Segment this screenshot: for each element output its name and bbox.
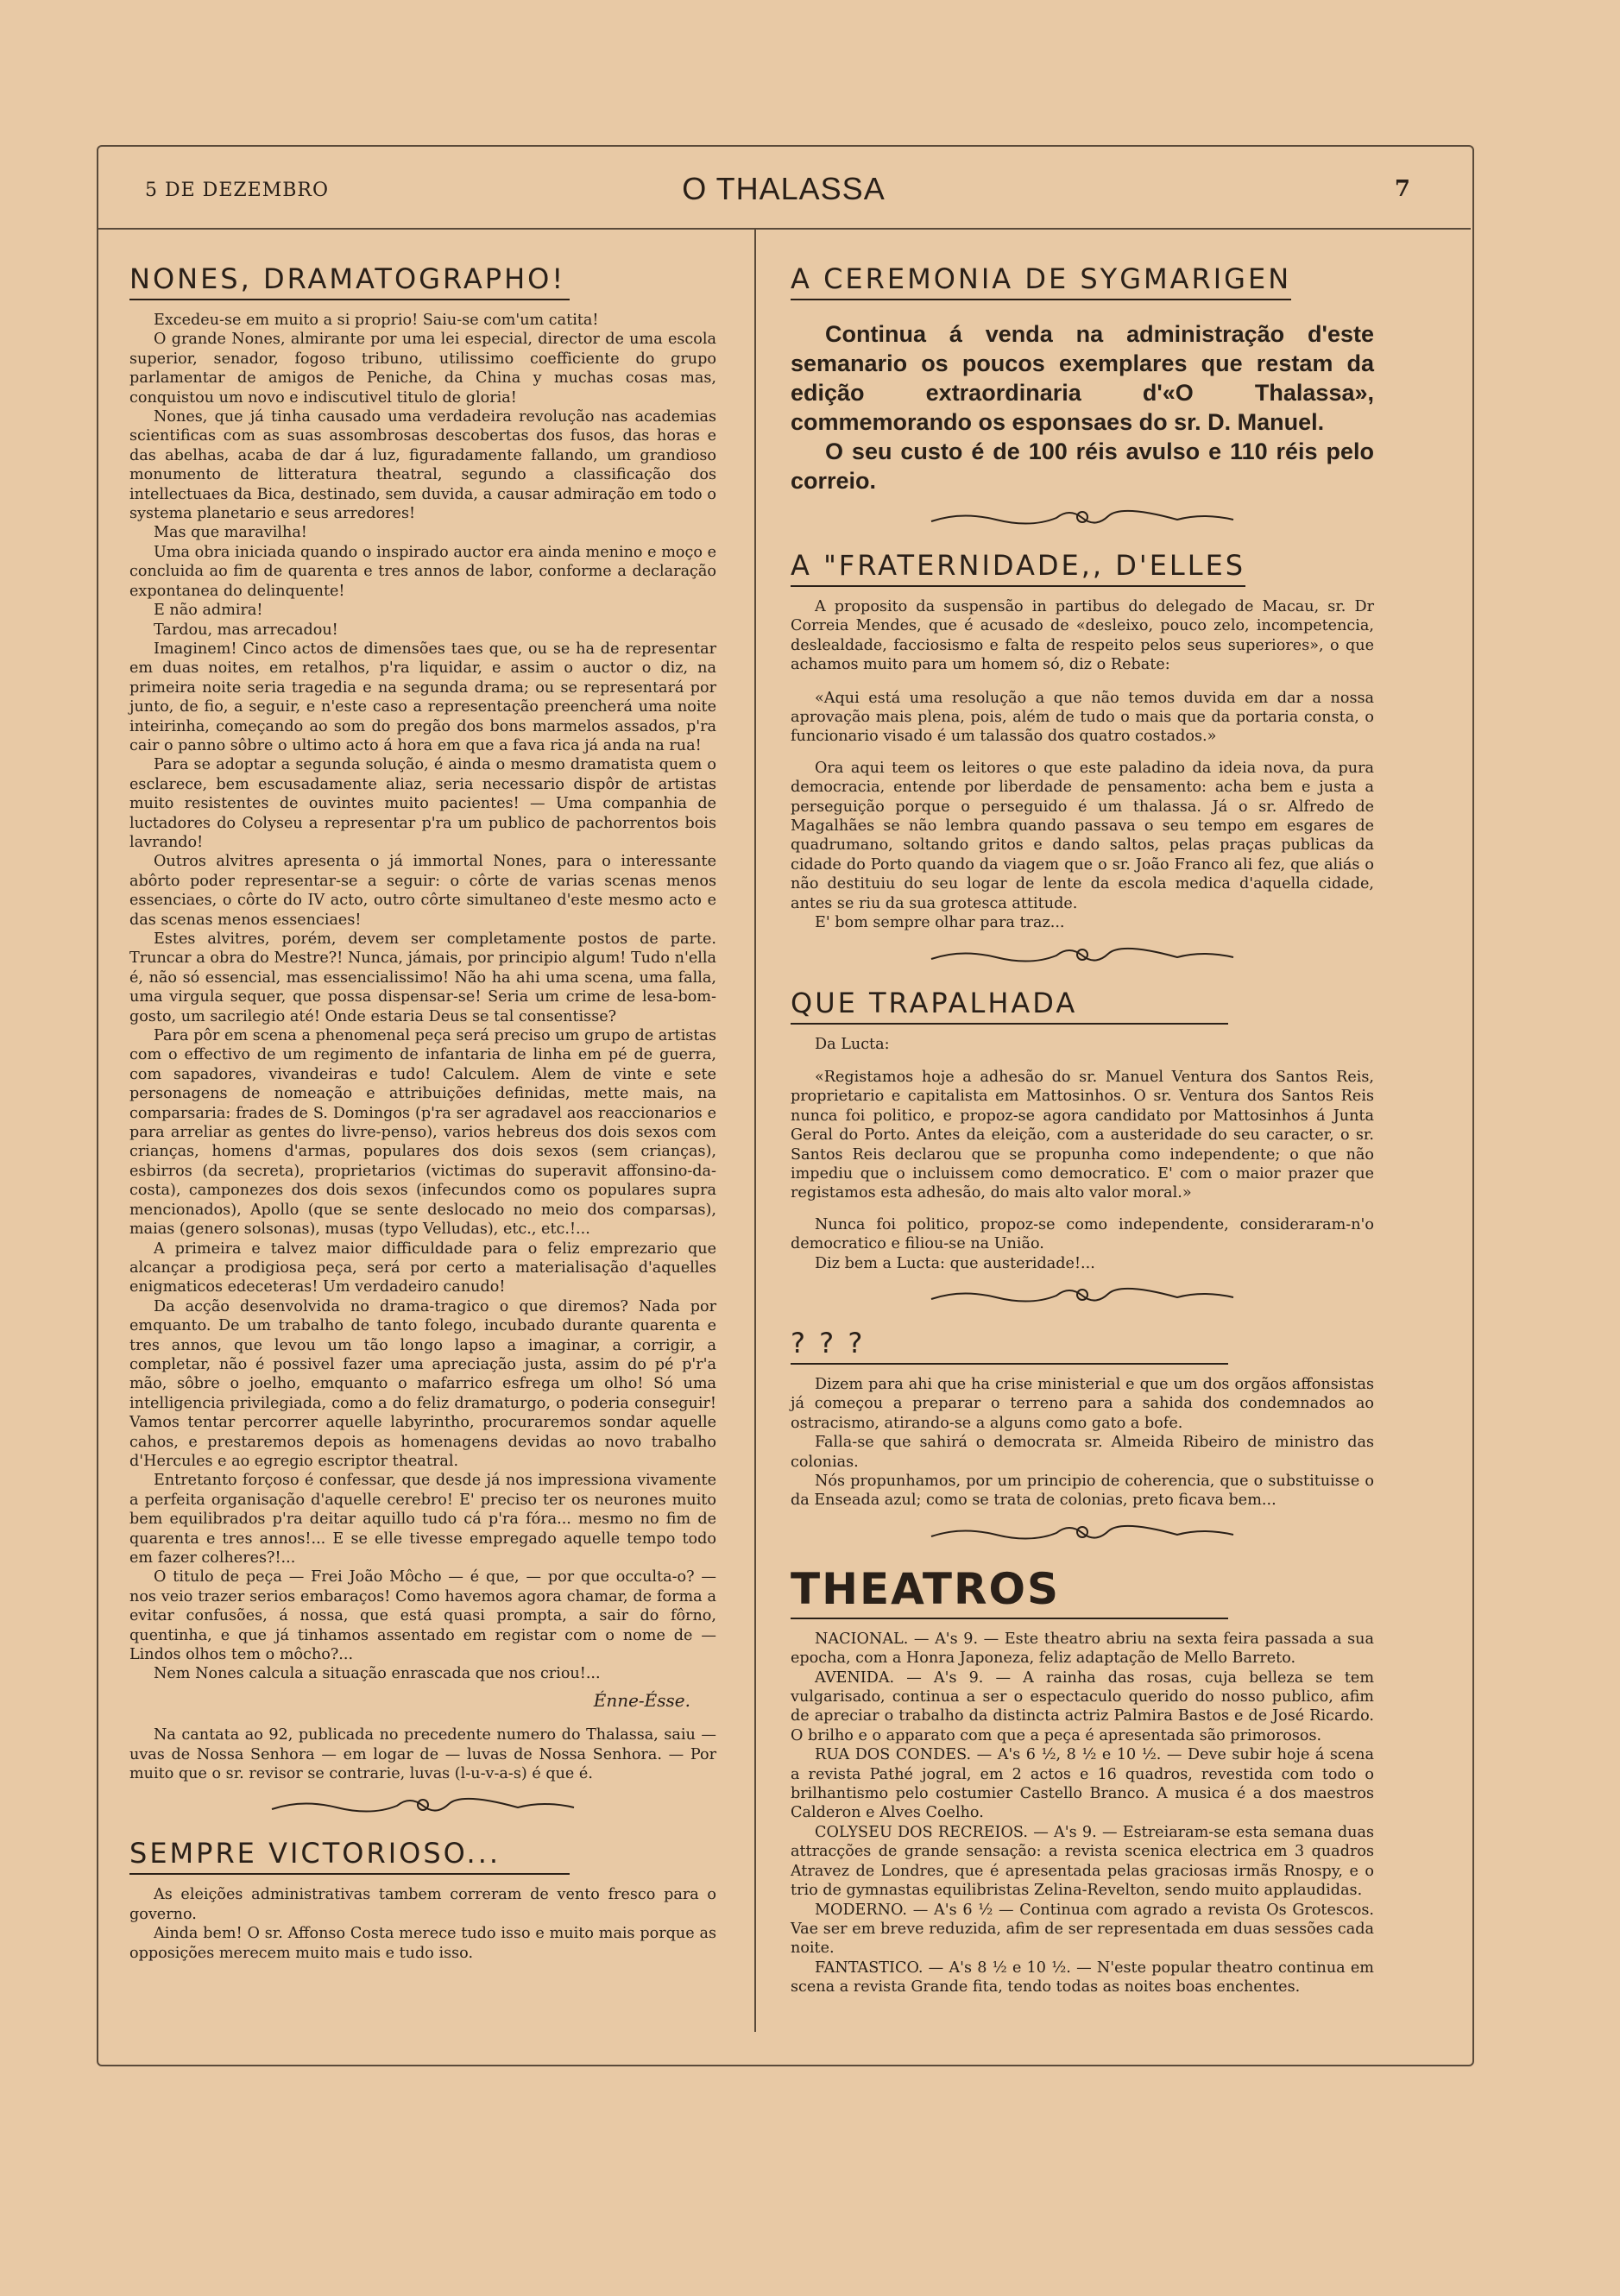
page-number: 7 [1394,176,1410,202]
fraternidade-quote: «Aqui está uma resolução a que não temos duvida em dar a nossa aprovação mais plena, pois, além de tudo o mais que da portaria consta, o funcionario visado é um talassão dos quatro costados.» [791,689,1374,746]
nones-paragraph: Nones, que já tinha causado uma verdadeira revolução nas academias scientificas com as suas assombrosas descobertas dos fusos, das horas e das abelhas, acaba de dar á luz, figuradamente fallando, um grandioso monumento de litteratura theatral, segundo a classificação dos intellectuaes da Bica, destinado, sem duvida, a causar admiração em todo o systema planetario e seus arredores! [129,408,716,523]
nones-paragraph: Entretanto forçoso é confessar, que desde já nos impressiona vivamente a perfeita organisação d'aquelle cerebro! E' preciso ter os neurones muito bem equilibrados p'ra deitar aquillo tudo cá p'ra fóra... mesmo no fim de quarenta e tres annos!... E se elle tivesse empregado aquelle tempo todo em fazer colheres?!... [129,1472,716,1567]
nones-title: NONES, DRAMATOGRAPHO! [129,262,570,300]
fraternidade-intro: A proposito da suspensão in partibus do delegado de Macau, sr. Dr Correia Mendes, que é acusado de «desleixo, pouco zelo, incompetencia, deslealdade, facciosismo e falta de respeito pelos seus superiores», o que achamos muito para um homem só, diz o Rebate: [791,598,1374,674]
victorioso-paragraph: Ainda bem! O sr. Affonso Costa merece tudo isso e muito mais porque as opposições merecem muito mais e tudo isso. [129,1925,716,1962]
left-column [129,250,716,1963]
trapalhada-title: QUE TRAPALHADA [791,987,1228,1025]
right-column [791,250,1374,1997]
nones-paragraph: A primeira e talvez maior difficuldade para o feliz emprezario que alcançar a prodigiosa peça, será por certo a materialisação d'aquelles enigmaticos edeceteras! Um verdadeiro canudo! [129,1239,716,1296]
flourish-ornament [791,506,1374,532]
nones-paragraph: Excedeu-se em muito a si proprio! Saiu-se com'um catita! [154,312,599,329]
questions-article [791,1375,1374,1511]
theatre-listing: COLYSEU DOS RECREIOS. — A's 9. — Estreiaram-se esta semana duas attracções de grande sensação: a revista scenica electrica em 3 quadros Atravez de Londres, que é apresentada pelas graciosas irmãs Rnospy, e o trio de gymnastas equilibristas Zelina-Revelton, sendo muito applaudidas. [791,1823,1374,1900]
trapalhada-quote: «Registamos hoje a adhesão do sr. Manuel Ventura dos Santos Reis, proprietario e capitalista em Mattosinhos. O sr. Ventura dos Santos Reis nunca foi politico, e propoz-se agora candidato por Mattosinhos á Junta Geral do Porto. Antes da eleição, com a austeridade do seu caracter, o sr. Santos Reis declarou que se propunha como independente; o que não impediu que o incluissem como democratico. E' com o maior prazer que registamos esta adhesão, do mais alto valor moral.» [791,1068,1374,1202]
nones-article [129,311,716,1684]
page-header [97,145,1471,230]
flourish-ornament [129,1794,716,1820]
flourish-ornament [791,1284,1374,1309]
theatre-listing: FANTASTICO. — A's 8 ½ e 10 ½. — N'este popular theatro continua em scena a revista Grande fita, tendo todas as noites boas enchentes. [791,1959,1374,1996]
nones-paragraph: O titulo de peça — Frei João Môcho — é que, — por que occulta-o? — nos veio trazer serios embaraços! Como havemos agora chamar, de forma a evitar confusões, á nossa, que está quasi prompta, a sair do fôrno, quentinha, e que já tinhamos assentado em registar com o nome de — Lindos olhos tem o môcho?... [129,1568,716,1664]
column-divider [754,228,756,2032]
victorioso-article [129,1885,716,1963]
nones-paragraph: Outros alvitres apresenta o já immortal Nones, para o interessante abôrto poder representar-se a seguir: o côrte de varias scenas menos essenciaes, o côrte do IV acto, outro côrte simultaneo d'este mesmo acto e das scenas menos essenciaes! [129,853,716,929]
fraternidade-title: A "FRATERNIDADE,, D'ELLES [791,549,1245,587]
victorioso-paragraph: As eleições administrativas tambem correram de vento fresco para o governo. [129,1886,716,1923]
fraternidade-article [791,759,1374,933]
nones-paragraph: Mas que maravilha! [154,524,307,542]
fraternidade-paragraph: E' bom sempre olhar para traz... [815,914,1065,932]
notice-price: O seu custo é de 100 réis avulso e 110 réis pelo correio. [791,438,1374,494]
notice-availability: Continua á venda na administração d'este semanario os poucos exemplares que restam da edição extraordinaria d'«O Thalassa», commemorando os esponsaes do sr. D. Manuel. [791,321,1374,435]
nones-paragraph: Para pôr em scena a phenomenal peça será preciso um grupo de artistas com o effectivo de um regimento de infantaria de linha em pé de guerra, com sapadores, vivandeiras e tudo! Calculem. Alem de vinte e sete personagens de nomeação e attribuições definidas, mette mais, na comparsaria: frades de S. Domingos (p'ra ser agradavel aos reaccionarios e para arreliar as gentes do livre-penso), varios hebreus dos dois sexos com crianças, homens d'armas, populares dos dois sexos (sem crianças), esbirros (da secreta), proprietarios (victimas do superavit affonsino-da-costa), camponezes dos dois sexos (infecundos como os populares supra mencionados), Apollo (que se sente deslocado no meio dos comparsas), maias (genero solsonas), musas (typo Velludas), etc., etc.!... [129,1027,716,1239]
theatre-listing: NACIONAL. — A's 9. — Este theatro abriu na sexta feira passada a sua epocha, com a Honra Japoneza, feliz adaptação de Mello Barreto. [791,1630,1374,1668]
trapalhada-source: Da Lucta: [815,1035,890,1053]
nones-paragraph: Nem Nones calcula a situação enrascada que nos criou!... [154,1665,601,1683]
questions-paragraph: Falla-se que sahirá o democrata sr. Almeida Ribeiro de ministro das colonias. [791,1434,1374,1471]
victorioso-title: SEMPRE VICTORIOSO... [129,1837,570,1875]
nones-paragraph: Para se adoptar a segunda solução, é ainda o mesmo dramatista quem o esclarece, bem escusadamente aliaz, seria necessario dispôr de artistas muito resistentes de ouvintes muito pacientes! — Uma companhia de luctadores do Colyseu a representar p'ra um publico de pachorrentos bois lavrando! [129,756,716,851]
theatros-title: THEATROS [791,1564,1228,1619]
ceremonia-notice [791,319,1374,495]
questions-paragraph: Nós propunhamos, por um principio de coherencia, que o substituisse o da Enseada azul; como se trata de colonias, preto ficava bem... [791,1473,1374,1510]
theatre-listing: MODERNO. — A's 6 ½ — Continua com agrado a revista Os Grotescos. Vae ser em breve reduzida, afim de ser representada em duas sessões cada noite. [791,1901,1374,1958]
nones-paragraph: O grande Nones, almirante por uma lei especial, director de uma escola superior, senador, fogoso tribuno, utilissimo coefficiente do grupo parlamentar de amigos de Peniche, da China y muchas cosas mas, conquistou um novo e indiscutivel titulo de gloria! [129,331,716,407]
nones-paragraph: Tardou, mas arrecadou! [154,621,338,639]
nones-paragraph: E não admira! [154,602,263,620]
theatre-listing: RUA DOS CONDES. — A's 6 ½, 8 ½ e 10 ½. — Deve subir hoje á scena a revista Pathé jogral, em 2 actos e 16 quadros, revestida com todo o brilhantismo pelo costumier Castello Branco. A musica é a dos maestros Calderon e Alves Coelho. [791,1746,1374,1822]
theatros-listings [791,1630,1374,1997]
theatre-listing: AVENIDA. — A's 9. — A rainha das rosas, cuja belleza se tem vulgarisado, continua a ser o espectaculo querido do nosso publico, afim de apreciar o trabalho da distincta actriz Palmira Bastos e de José Ricardo. O brilho e o apparato com que a peça é apresentada são primorosos. [791,1668,1374,1744]
flourish-ornament [791,943,1374,969]
header-date: 5 DE DEZEMBRO [145,180,330,201]
nones-paragraph: Uma obra iniciada quando o inspirado auctor era ainda menino e moço e concluida ao fim de quarenta e tres annos de labor, conforme a declaração expontanea do delinquente! [129,543,716,600]
trapalhada-paragraph: Nunca foi politico, propoz-se como independente, consideraram-n'o democratico e filiou-se na União. [791,1215,1374,1253]
questions-paragraph: Dizem para ahi que ha crise ministerial e que um dos orgãos affonsistas já começou a preparar o terreno para a sahida dos condemnados ao ostracismo, atirando-se a alguns como gato a bofe. [791,1375,1374,1432]
trapalhada-article [791,1215,1374,1273]
nones-paragraph: Da acção desenvolvida no drama-tragico o que diremos? Nada por emquanto. De um trabalho de tanto folego, incubado durante quarenta e tres annos, que levou um tão longo lapso a imaginar, a corrigir, a completar, não é possivel fazer uma apreciação justa, assim do pé p'r'a mão, sôbre o joelho, emquanto o mafarrico esfrega um olho! Só uma intelligencia privilegiada, como a do feliz dramaturgo, o poderia conseguir! Vamos tentar percorrer aquelle labyrintho, procuraremos sondar aquelle cahos, e prestaremos depois as homenagens devidas ao novo trabalho d'Hercules e ao egregio escriptor theatral. [129,1297,716,1470]
erratum-note: Na cantata ao 92, publicada no precedente numero do Thalassa, saiu — uvas de Nossa Senhora — em logar de — luvas de Nossa Senhora. — Por muito que o sr. revisor se contrarie, luvas (l-u-v-a-s) é que é. [129,1726,716,1783]
flourish-ornament [791,1521,1374,1547]
fraternidade-paragraph: Ora aqui teem os leitores o que este paladino da ideia nova, da pura democracia, entende por liberdade de pensamento: acha bem e justa a perseguição porque o perseguido é um thalassa. Já o sr. Alfredo de Magalhães se não lembra quando passava o seu tempo em esgares de quadrumano, soltando gritos e dando saltos, pelas praças publicas da cidade do Porto quando da viagem que o sr. João Franco ali fez, que aliás o não destituiu do seu logar de lente da escola medica d'aquella cidade, antes se riu da sua grotesca attitude. [791,759,1374,912]
header-title: O THALASSA [682,171,886,206]
trapalhada-paragraph: Diz bem a Lucta: que austeridade!... [815,1254,1095,1272]
nones-paragraph: Estes alvitres, porém, devem ser completamente postos de parte. Truncar a obra do Mestre?! Nunca, jámais, por principio algum! Tudo n'ella é, não só essencial, mas essencialissimo! Não ha ahi uma scena, uma falla, uma virgula sequer, que possa dispensar-se! Seria um crime de lesa-bom-gosto, um sacrilegio até! Onde estaria Deus se tal consentisse? [129,930,716,1025]
ceremonia-title: A CEREMONIA DE SYGMARIGEN [791,262,1291,300]
nones-signature: Énne-Ésse. [593,1689,690,1711]
nones-paragraph: Imaginem! Cinco actos de dimensões taes que, ou se ha de representar em duas noites, em retalhos, p'ra liquidar, e assim o auctor o diz, na primeira noite seria tragedia e na segunda drama; ou se representará por junto, de fio, a seguir, e n'este caso a representação preencherá uma noite inteirinha, começando ao som do pregão dos bons marmelos assados, p'ra cair o panno sôbre o ultimo acto á hora em que a fava rica já anda na rua! [129,640,716,754]
questions-title: ? ? ? [791,1327,1228,1365]
